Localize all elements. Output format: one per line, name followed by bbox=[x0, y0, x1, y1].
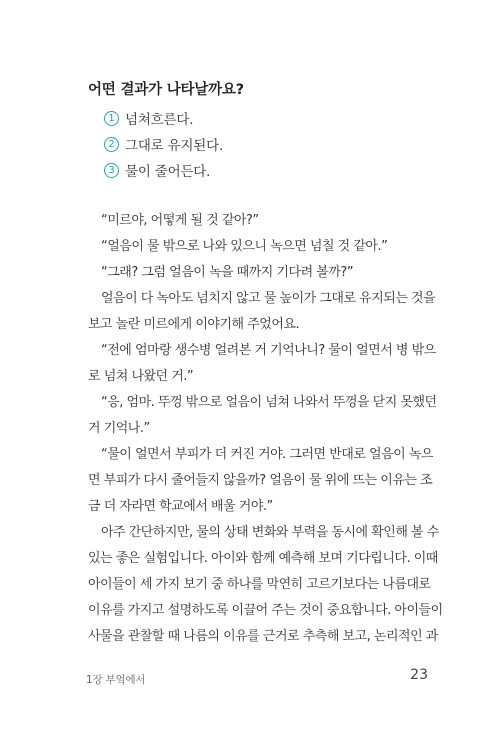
text-line: 거 기억나.” bbox=[88, 421, 150, 436]
text-line: 아이들이 세 가지 보기 중 하나를 막연히 고르기보다는 나름대로 bbox=[88, 577, 431, 592]
option-3 bbox=[104, 160, 210, 180]
text-line: 이유를 가지고 설명하도록 이끌어 주는 것이 중요합니다. 아이들이 bbox=[88, 603, 443, 618]
text-line: 면 부피가 다시 줄어들지 않을까? 얼음이 물 위에 뜨는 이유는 조 bbox=[88, 473, 433, 488]
text-line: 로 넘쳐 나왔던 거.” bbox=[88, 369, 194, 384]
chapter-label: 1장 부엌에서 bbox=[86, 674, 146, 686]
option-1 bbox=[104, 108, 193, 128]
text-line: 금 더 자라면 학교에서 배울 거야.” bbox=[88, 499, 273, 514]
text-line: 보고 놀란 미르에게 이야기해 주었어요. bbox=[88, 317, 300, 332]
text-line: “그래? 그럼 얼음이 녹을 때까지 기다려 볼까?” bbox=[101, 265, 354, 280]
text-line: 사물을 관찰할 때 나름의 이유를 근거로 추측해 보고, 논리적인 과 bbox=[88, 629, 438, 644]
circled-number-3: 3 bbox=[104, 163, 119, 178]
text-line: “미르야, 어떻게 될 것 같아?” bbox=[101, 213, 259, 228]
text-line: “응, 엄마. 뚜껑 밖으로 얼음이 넘쳐 나와서 뚜껑을 닫지 못했던 bbox=[101, 395, 437, 410]
option-2 bbox=[104, 134, 223, 154]
text-line: 있는 좋은 실험입니다. 아이와 함께 예측해 보며 기다립니다. 이때 bbox=[88, 551, 438, 566]
page-number: 23 bbox=[410, 667, 428, 683]
body-text bbox=[88, 208, 443, 650]
option-2-text: 그대로 유지된다. bbox=[125, 138, 224, 154]
text-line: “얼음이 물 밖으로 나와 있으니 녹으면 넘칠 것 같아.” bbox=[101, 239, 388, 254]
question-heading: 어떤 결과가 나타날까요? bbox=[88, 82, 244, 98]
text-line: “물이 얼면서 부피가 더 커진 거야. 그러면 반대로 얼음이 녹으 bbox=[101, 447, 433, 462]
text-line: 얼음이 다 녹아도 넘치지 않고 물 높이가 그대로 유지되는 것을 bbox=[101, 291, 436, 306]
circled-number-1: 1 bbox=[104, 111, 119, 126]
option-1-text: 넘쳐흐른다. bbox=[125, 112, 194, 128]
option-3-text: 물이 줄어든다. bbox=[125, 164, 211, 180]
text-line: “전에 엄마랑 생수병 얼려본 거 기억나니? 물이 얼면서 병 밖으 bbox=[101, 343, 436, 358]
text-line: 아주 간단하지만, 물의 상태 변화와 부력을 동시에 확인해 볼 수 bbox=[101, 525, 439, 540]
circled-number-2: 2 bbox=[104, 137, 119, 152]
